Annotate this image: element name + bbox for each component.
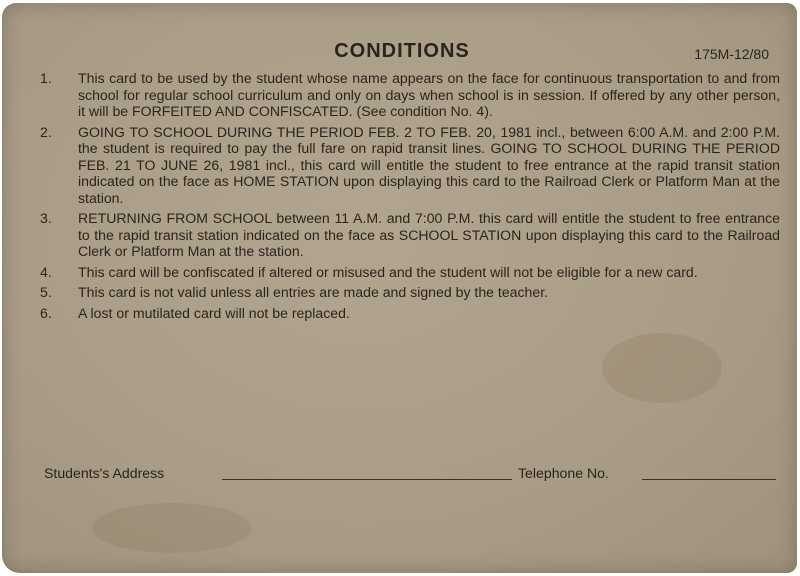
condition-text: A lost or mutilated card will not be replaced.: [78, 304, 350, 321]
condition-item: [40, 264, 780, 281]
condition-number: 4.: [40, 263, 52, 280]
condition-text: This card will be confiscated if altered or misused and the student will not be eligible for a new card.: [78, 263, 698, 280]
condition-item: [40, 70, 780, 120]
conditions-list: [40, 70, 780, 325]
condition-text: RETURNING FROM SCHOOL between 11 A.M. and 7:00 P.M. this card will entitle the student to free entrance to the rapid transit station indicated on the face as SCHOOL STATION upon displaying this card to the Railroad Clerk or Platform Man at the station.: [78, 210, 780, 259]
wear-stain: [602, 333, 722, 403]
condition-text: This card to be used by the student whose name appears on the face for continuous transportation to and from school for regular school curriculum and only on days when school is in session. If offered by any other person, it will be FORFEITED AND CONFISCATED. (See condition No. 4).: [78, 70, 780, 119]
form-number: 175M-12/80: [694, 46, 769, 62]
condition-item: [40, 124, 780, 207]
condition-text: This card is not valid unless all entries are made and signed by the teacher.: [78, 284, 549, 300]
condition-item: [40, 284, 780, 301]
condition-number: 1.: [40, 70, 52, 86]
condition-text: GOING TO SCHOOL DURING THE PERIOD FEB. 2 TO FEB. 20, 1981 incl., between 6:00 A.M. and 2:00 P.M. the student is required to pay the full fare on rapid transit lines. GOING TO SCHOOL DURING THE PERIOD FEB. 21 TO JUNE 26, 1981 incl., this card will entitle the student to free entrance at the rapid transit station indicated on the face as HOME STATION upon displaying this card to the Railroad Clerk or Platform Man at the station.: [78, 123, 780, 206]
condition-number: 5.: [40, 284, 52, 300]
telephone-label: Telephone No.: [518, 465, 609, 481]
condition-item: [40, 305, 780, 322]
address-blank-line: [222, 479, 512, 480]
condition-number: 3.: [40, 210, 52, 226]
condition-item: [40, 210, 780, 260]
telephone-blank-line: [642, 479, 776, 480]
condition-number: 6.: [40, 304, 52, 321]
address-label: Students's Address: [44, 465, 165, 481]
wear-stain: [92, 503, 252, 553]
card-title: CONDITIONS: [334, 40, 470, 62]
transit-pass-card: [2, 3, 797, 573]
condition-number: 2.: [40, 123, 52, 140]
